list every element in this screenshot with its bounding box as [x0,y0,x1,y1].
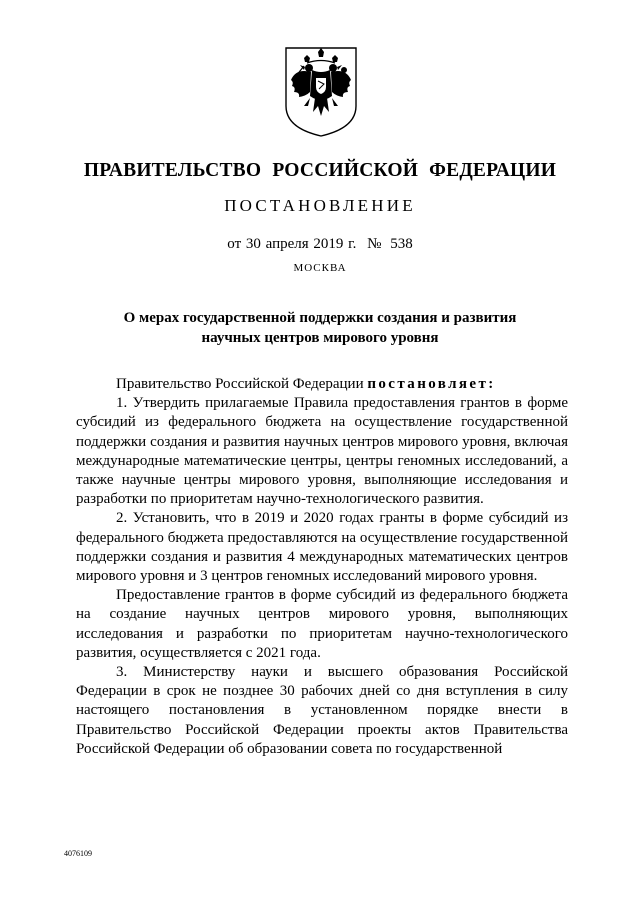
number-sign: № [367,236,382,252]
intro-paragraph [76,375,568,394]
date-and-number [0,236,640,253]
coat-of-arms-icon [282,46,360,138]
heading-line-2: научных центров мирового уровня [201,330,439,346]
document-type: ПОСТАНОВЛЕНИЕ [224,196,416,215]
decree-word: постановляет: [367,376,496,392]
paragraph-3: Предоставление грантов в форме субсидий из федерального бюджета на создание научных центров мирового уровня, выполняющих исследования и разработки по приоритетам научно-технологического развития, осуществляется с 2021 года. [76,587,568,661]
paragraph-1: 1. Утвердить прилагаемые Правила предоставления грантов в форме субсидий из федерального бюджета на осуществление государственной поддержки создания и развития научных центров мирового уровня, включая международные математические центры, центры геномных исследований, а также научные центры мирового уровня, выполняющие исследования и разработки по приоритетам научно-технологического развития. [76,395,568,508]
document-body [76,375,568,759]
paragraph-4: 3. Министерству науки и высшего образования Российской Федерации в срок не позднее 30 рабочих дней со дня вступления в силу настоящего постановления в установленном порядке внести в Правительство Российской Федерации проекты актов Правительства Российской Федерации об образовании совета по государственной [76,664,568,757]
document-number: 538 [390,236,413,252]
heading-line-1: О мерах государственной поддержки создания и развития [123,310,517,326]
government-title: ПРАВИТЕЛЬСТВО РОССИЙСКОЙ ФЕДЕРАЦИИ [83,160,557,181]
document-code: 4076109 [64,849,92,858]
city: МОСКВА [293,262,347,274]
document-heading [100,308,540,348]
paragraph-2: 2. Установить, что в 2019 и 2020 годах гранты в форме субсидий из федерального бюджета предоставляются на осуществление государственной поддержки создания и развития 4 международных математических центров мирового уровня и 3 центров геномных исследований мирового уровня. [76,510,568,585]
intro-text: Правительство Российской Федерации [116,376,364,392]
document-date: от 30 апреля 2019 г. [227,236,357,252]
